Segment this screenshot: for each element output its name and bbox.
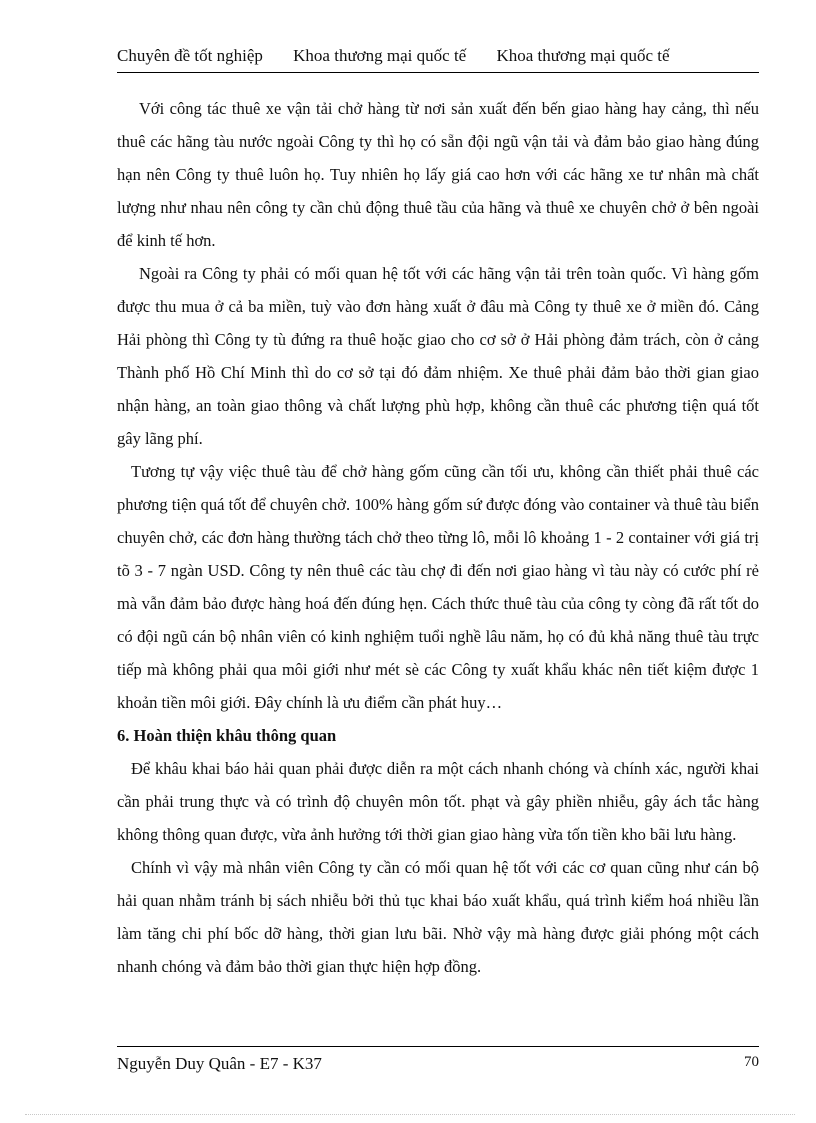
header-faculty-label-repeat: Khoa thương mại quốc tế	[496, 46, 670, 65]
paragraph-customs-relations: Chính vì vậy mà nhân viên Công ty cần có mối quan hệ tốt với các cơ quan cũng như cán bộ hải quan nhằm tránh bị sách nhiễu bởi thủ tục khai báo xuất khẩu, quá trình kiểm hoá nhiều lần làm tăng chi phí bốc dỡ hàng, thời gian lưu bãi. Nhờ vậy mà hàng được giải phóng một cách nhanh chóng và đảm bảo thời gian thực hiện hợp đồng.	[117, 858, 759, 976]
footer-rule	[117, 1046, 759, 1047]
paragraph-truck-rental: Với công tác thuê xe vận tải chở hàng từ nơi sản xuất đến bến giao hàng hay cảng, thì nếu thuê các hãng tàu nước ngoài Công ty thì họ có sẵn đội ngũ vận tải và đảm bảo giao hàng đúng hạn nên Công ty thuê luôn họ. Tuy nhiên họ lấy giá cao hơn với các hãng xe tư nhân mà chất lượng như nhau nên công ty cần chủ động thuê tầu của hãng và thuê xe chuyên chở ở bên ngoài để kinh tế hơn.	[117, 99, 759, 250]
document-body	[117, 92, 759, 983]
header-thesis-label: Chuyên đề tốt nghiệp	[117, 46, 263, 65]
page-number: 70	[744, 1054, 759, 1070]
page-boundary-line	[25, 1114, 795, 1115]
page-header	[117, 46, 759, 66]
paragraph-ship-rental: Tương tự vậy việc thuê tàu để chở hàng gốm cũng cần tối ưu, không cần thiết phải thuê các phương tiện quá tốt để chuyên chở. 100% hàng gốm sứ được đóng vào container và thuê tàu biển chuyên chở, các đơn hàng thường tách chở theo từng lô, mỗi lô khoảng 1 - 2 container với giá trị tõ 3 - 7 ngàn USD. Công ty nên thuê các tàu chợ đi đến nơi giao hàng vì tàu này có cước phí rẻ mà vẫn đảm bảo được hàng hoá đến đúng hẹn. Cách thức thuê tàu của công ty còng đã rất tốt do có đội ngũ cán bộ nhân viên có kinh nghiệm tuổi nghề lâu năm, họ có đủ khả năng thuê tàu trực tiếp mà không phải qua môi giới như mét sè các Công ty xuất khẩu khác nên tiết kiệm được 1 khoản tiền môi giới. Đây chính là ưu điểm cần phát huy…	[117, 462, 759, 712]
header-rule	[117, 72, 759, 73]
paragraph-customs-declaration: Để khâu khai báo hải quan phải được diễn ra một cách nhanh chóng và chính xác, người khai cần phải trung thực và có trình độ chuyên môn tốt. phạt và gây phiền nhiễu, gây ách tắc hàng không thông quan được, vừa ảnh hưởng tới thời gian giao hàng vừa tốn tiền kho bãi lưu hàng.	[117, 759, 759, 844]
section-heading: 6. Hoàn thiện khâu thông quan	[117, 726, 337, 745]
header-faculty-label: Khoa thương mại quốc tế	[293, 46, 467, 65]
paragraph-transport-relations: Ngoài ra Công ty phải có mối quan hệ tốt với các hãng vận tải trên toàn quốc. Vì hàng gốm được thu mua ở cả ba miền, tuỳ vào đơn hàng xuất ở đâu mà Công ty thuê xe ở miền đó. Cảng Hải phòng thì Công ty tù đứng ra thuê hoặc giao cho cơ sở ở Hải phòng đảm trách, còn ở cảng Thành phố Hồ Chí Minh thì do cơ sở tại đó đảm nhiệm. Xe thuê phải đảm bảo thời gian giao nhận hàng, an toàn giao thông và chất lượng phù hợp, không cần thuê các phương tiện quá tốt gây lãng phí.	[117, 264, 759, 448]
footer-author: Nguyễn Duy Quân - E7 - K37	[117, 1054, 322, 1073]
